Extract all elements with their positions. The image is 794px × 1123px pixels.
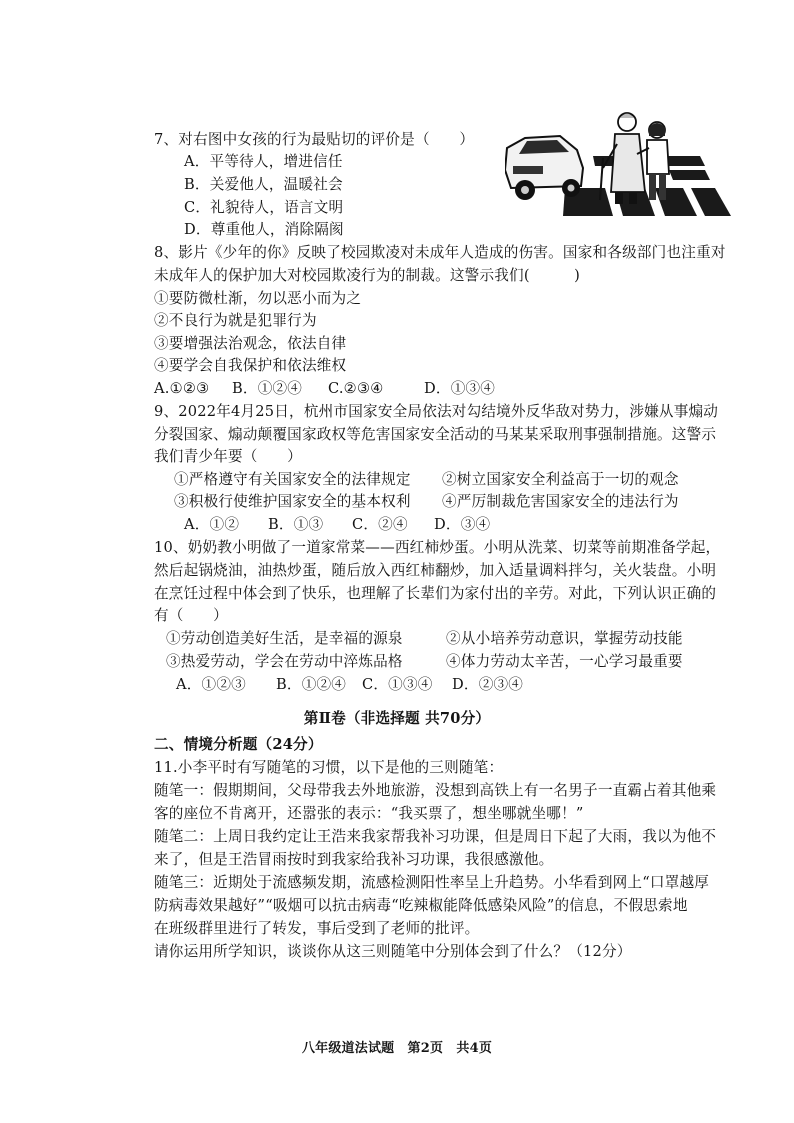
q9-statement-4: ④严厉制裁危害国家安全的违法行为 [442, 493, 679, 510]
q7-option-b: B．关爱他人，温暖社会 [184, 176, 343, 193]
q7-option-a: A．平等待人，增进信任 [184, 153, 343, 170]
q10-stem-line2: 然后起锅烧油，油热炒蛋，随后放入西红柿翻炒，加入适量调料拌匀，关火装盘。小明 [154, 562, 717, 579]
q8-statement-2: ②不良行为就是犯罪行为 [154, 312, 317, 329]
crosswalk-illustration [505, 108, 735, 220]
q9-stem-line3: 我们青少年要（ ） [154, 448, 302, 465]
q8-statement-3: ③要增强法治观念，依法自律 [154, 335, 347, 352]
q11-question: 请你运用所学知识，谈谈你从这三则随笔中分别体会到了什么？（12分） [154, 943, 632, 960]
q9-option-a: A．①② [184, 516, 240, 533]
q10-statement-4: ④体力劳动太辛苦，一心学习最重要 [446, 653, 683, 670]
q8-option-a: A.①②③ [154, 380, 210, 397]
q10-option-d: D．②③④ [452, 676, 524, 693]
q8-option-d: D．①③④ [424, 380, 496, 397]
part2-heading: 二、情境分析题（24分） [154, 736, 323, 753]
q9-statement-2: ②树立国家安全利益高于一切的观念 [442, 471, 679, 488]
q8-option-b: B．①②④ [232, 380, 303, 397]
q11-note3-line1: 随笔三：近期处于流感频发期，流感检测阳性率呈上升趋势。小华看到网上“口罩越厚 [154, 874, 710, 891]
q8-statement-4: ④要学会自我保护和依法维权 [154, 357, 347, 374]
q11-note1-line1: 随笔一：假期期间，父母带我去外地旅游，没想到高铁上有一名男子一直霸占着其他乘 [154, 782, 717, 799]
q10-stem-line1: 10、奶奶教小明做了一道家常菜——西红柿炒蛋。小明从洗菜、切菜等前期准备学起， [154, 539, 721, 556]
q8-stem-line2: 未成年人的保护加大对校园欺凌行为的制裁。这警示我们( ) [154, 267, 581, 284]
car-icon [505, 136, 583, 200]
q7-stem: 7、对右图中女孩的行为最贴切的评价是（ ） [154, 131, 475, 148]
q10-statement-2: ②从小培养劳动意识，掌握劳动技能 [446, 630, 683, 647]
q10-statement-1: ①劳动创造美好生活，是幸福的源泉 [166, 630, 403, 647]
q11-intro: 11.小李平时有写随笔的习惯，以下是他的三则随笔： [154, 759, 504, 776]
q11-note2-line2: 来了，但是王浩冒雨按时到我家给我补习功课，我很感激他。 [154, 851, 554, 868]
q10-stem-line3: 在烹饪过程中体会到了快乐，也理解了长辈们为家付出的辛劳。对此，下列认识正确的 [154, 585, 717, 602]
page-footer: 八年级道法试题 第2页 共4页 [301, 1041, 493, 1056]
q7-option-c: C．礼貌待人，语言文明 [184, 199, 344, 216]
q9-option-c: C．②④ [352, 516, 408, 533]
section2-title: 第Ⅱ卷（非选择题 共70分） [303, 710, 491, 727]
q11-note3-line2: 防病毒效果越好”“吸烟可以抗击病毒“吃辣椒能降低感染风险”的信息，不假思索地 [154, 897, 688, 914]
q9-stem-line2: 分裂国家、煽动颠覆国家政权等危害国家安全活动的马某某采取刑事强制措施。这警示 [154, 426, 717, 443]
q9-option-d: D．③④ [434, 516, 491, 533]
q11-note3-line3: 在班级群里进行了转发，事后受到了老师的批评。 [154, 920, 480, 937]
q8-statement-1: ①要防微杜渐，勿以恶小而为之 [154, 290, 362, 307]
q11-note1-line2: 客的座位不肯离开，还嚣张的表示：“我买票了，想坐哪就坐哪！” [154, 805, 584, 822]
q8-stem-line1: 8、影片《少年的你》反映了校园欺凌对未成年人造成的伤害。国家和各级部门也注重对 [154, 244, 726, 261]
q11-note2-line1: 随笔二：上周日我约定让王浩来我家帮我补习功课，但是周日下起了大雨，我以为他不 [154, 828, 717, 845]
q10-option-c: C．①③④ [362, 676, 433, 693]
q10-option-b: B．①②④ [276, 676, 347, 693]
q10-stem-line4: 有（ ） [154, 607, 228, 624]
q9-statement-3: ③积极行使维护国家安全的基本权利 [174, 493, 411, 510]
q8-option-c: C.②③④ [328, 380, 384, 397]
q9-stem-line1: 9、2022年4月25日，杭州市国家安全局依法对勾结境外反华敌对势力，涉嫌从事煽动 [154, 403, 719, 420]
q10-statement-3: ③热爱劳动，学会在劳动中淬炼品格 [166, 653, 403, 670]
q9-option-b: B．①③ [268, 516, 324, 533]
q7-option-d: D．尊重他人，消除隔阂 [184, 221, 344, 238]
q9-statement-1: ①严格遵守有关国家安全的法律规定 [174, 471, 411, 488]
q10-option-a: A．①②③ [176, 676, 246, 693]
